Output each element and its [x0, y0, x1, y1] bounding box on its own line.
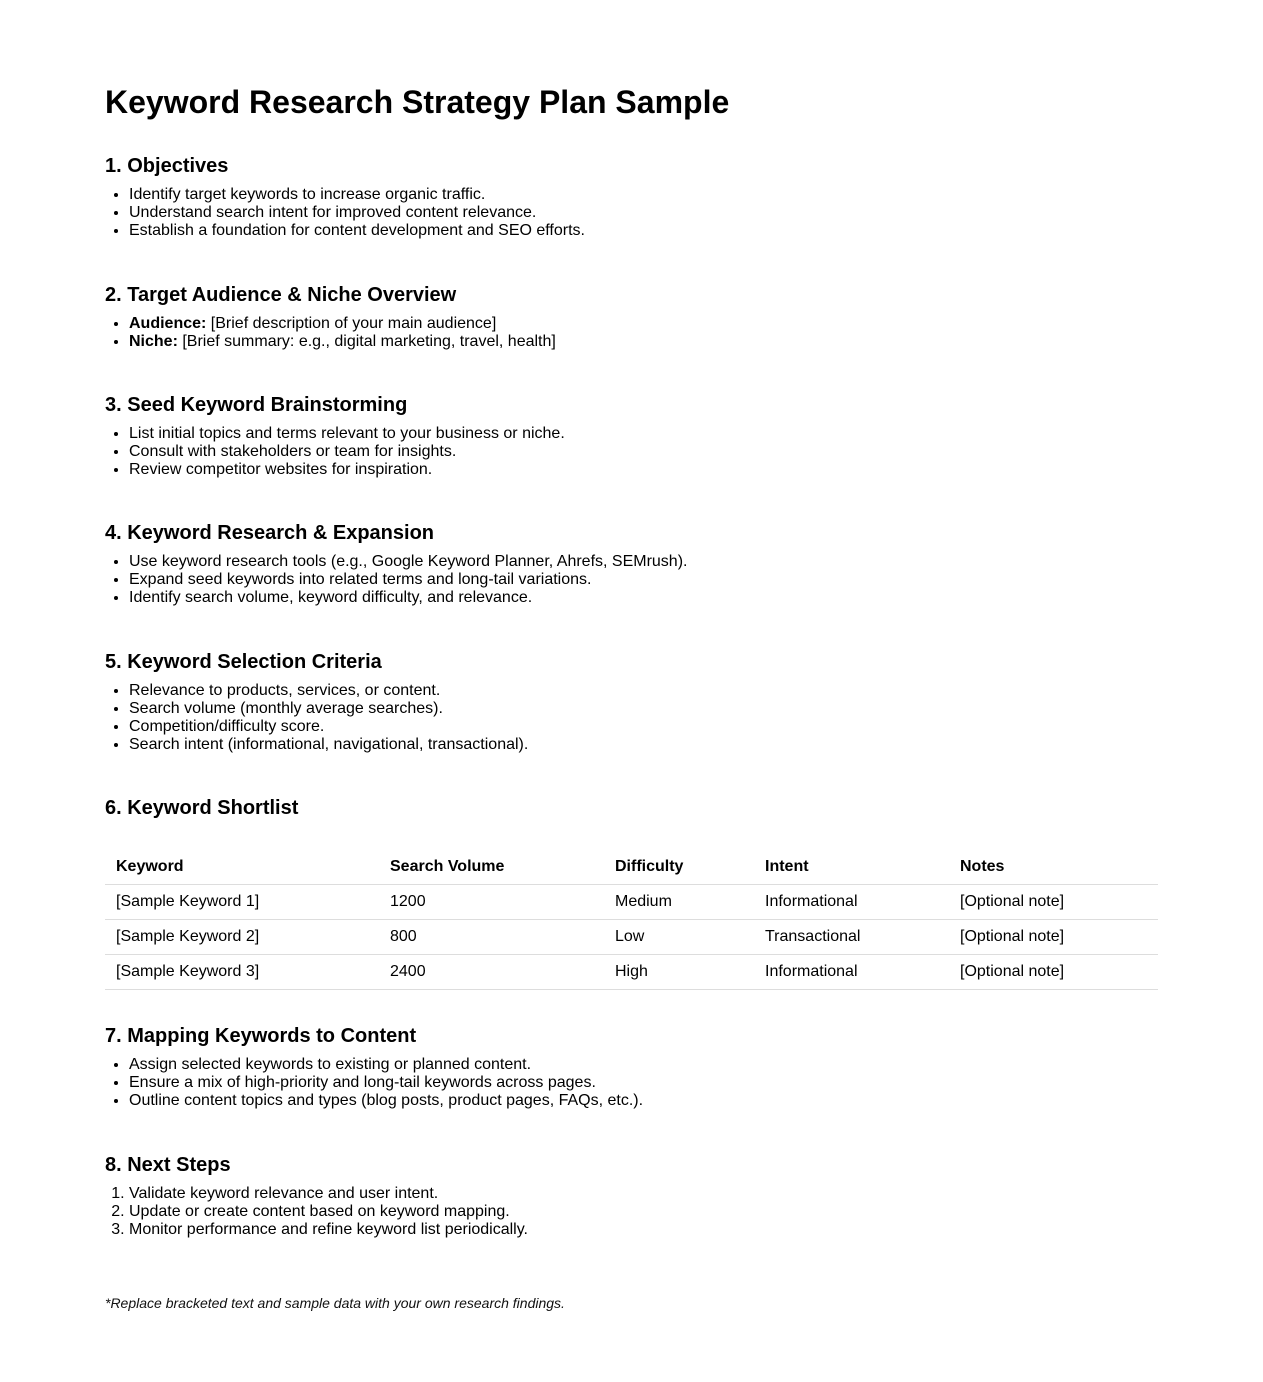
seed-list [105, 425, 565, 479]
list-item: • Review competitor websites for inspiration. [129, 461, 565, 479]
research-list [105, 553, 687, 607]
section-heading: 1. Objectives [105, 155, 229, 177]
cell-intent: Transactional [754, 920, 949, 955]
keyword-table [105, 850, 1158, 990]
section-seed-brainstorming [105, 393, 565, 479]
list-item: • Establish a foundation for content development and SEO efforts. [129, 222, 585, 240]
list-item: • Consult with stakeholders or team for insights. [129, 443, 565, 461]
column-header-notes: Notes [949, 850, 1158, 885]
list-item: • Relevance to products, services, or content. [129, 682, 528, 700]
list-item: • Understand search intent for improved content relevance. [129, 204, 585, 222]
cell-difficulty: Medium [604, 885, 754, 920]
section-heading: 4. Keyword Research & Expansion [105, 522, 435, 544]
section-heading: 5. Keyword Selection Criteria [105, 651, 382, 673]
section-audience [105, 283, 556, 351]
objectives-list [105, 186, 585, 240]
list-item: • Assign selected keywords to existing or planned content. [129, 1056, 643, 1074]
table-row [105, 955, 1158, 990]
audience-list [105, 315, 556, 351]
mapping-list [105, 1056, 643, 1110]
list-item [129, 333, 556, 351]
column-header-search-volume: Search Volume [379, 850, 604, 885]
item-label: Audience: [129, 315, 207, 332]
column-header-difficulty: Difficulty [604, 850, 754, 885]
section-objectives [105, 154, 585, 240]
table-row [105, 920, 1158, 955]
section-keyword-shortlist [105, 796, 1158, 990]
list-item: 2. Update or create content based on keyword mapping. [129, 1203, 528, 1221]
column-header-keyword: Keyword [105, 850, 379, 885]
section-heading: 6. Keyword Shortlist [105, 797, 299, 819]
list-item: 3. Monitor performance and refine keyword list periodically. [129, 1221, 528, 1239]
page-title: Keyword Research Strategy Plan Sample [105, 84, 730, 120]
list-item: • Identify search volume, keyword difficulty, and relevance. [129, 589, 687, 607]
column-header-intent: Intent [754, 850, 949, 885]
section-heading: 7. Mapping Keywords to Content [105, 1025, 417, 1047]
list-item: • Competition/difficulty score. [129, 718, 528, 736]
table-row [105, 885, 1158, 920]
list-item: • Outline content topics and types (blog posts, product pages, FAQs, etc.). [129, 1092, 643, 1110]
item-text: [Brief summary: e.g., digital marketing, travel, health] [177, 333, 556, 350]
section-selection-criteria [105, 650, 528, 754]
list-item: 1. Validate keyword relevance and user intent. [129, 1185, 528, 1203]
section-heading: 8. Next Steps [105, 1154, 231, 1176]
list-item: • List initial topics and terms relevant to your business or niche. [129, 425, 565, 443]
cell-notes: [Optional note] [949, 920, 1158, 955]
section-mapping [105, 1024, 643, 1110]
criteria-list [105, 682, 528, 754]
section-next-steps [105, 1153, 528, 1239]
cell-notes: [Optional note] [949, 885, 1158, 920]
list-item: • Identify target keywords to increase organic traffic. [129, 186, 585, 204]
table-header-row [105, 850, 1158, 885]
list-item: • Expand seed keywords into related terms and long-tail variations. [129, 571, 687, 589]
list-item [129, 315, 556, 333]
item-text: [Brief description of your main audience] [206, 315, 497, 332]
cell-difficulty: High [604, 955, 754, 990]
cell-intent: Informational [754, 885, 949, 920]
cell-keyword: [Sample Keyword 2] [105, 920, 379, 955]
cell-keyword: [Sample Keyword 1] [105, 885, 379, 920]
list-item: • Use keyword research tools (e.g., Google Keyword Planner, Ahrefs, SEMrush). [129, 553, 687, 571]
list-item: • Ensure a mix of high-priority and long-tail keywords across pages. [129, 1074, 643, 1092]
cell-notes: [Optional note] [949, 955, 1158, 990]
cell-search-volume: 2400 [379, 955, 604, 990]
section-research-expansion [105, 521, 687, 607]
next-steps-list [105, 1185, 528, 1239]
cell-intent: Informational [754, 955, 949, 990]
footnote: *Replace bracketed text and sample data with your own research findings. [105, 1295, 565, 1311]
cell-search-volume: 800 [379, 920, 604, 955]
list-item: • Search volume (monthly average searches). [129, 700, 528, 718]
cell-difficulty: Low [604, 920, 754, 955]
section-heading: 2. Target Audience & Niche Overview [105, 284, 457, 306]
cell-search-volume: 1200 [379, 885, 604, 920]
list-item: • Search intent (informational, navigational, transactional). [129, 736, 528, 754]
cell-keyword: [Sample Keyword 3] [105, 955, 379, 990]
section-heading: 3. Seed Keyword Brainstorming [105, 394, 408, 416]
item-label: Niche: [129, 333, 178, 350]
